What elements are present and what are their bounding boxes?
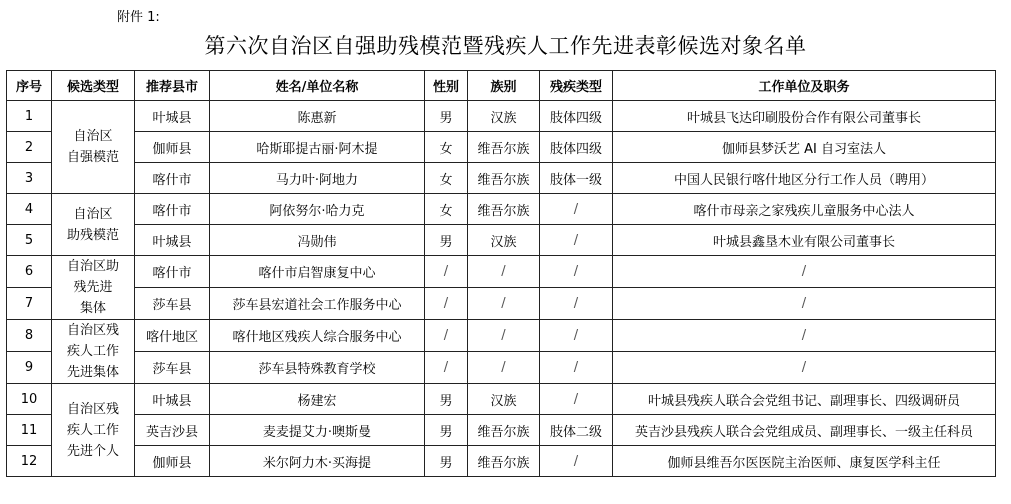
- row-county: 喀什地区: [135, 320, 210, 352]
- row-county: 叶城县: [135, 225, 210, 256]
- row-name: 喀什地区残疾人综合服务中心: [210, 320, 425, 352]
- group-type: 自治区 助残模范: [52, 194, 135, 256]
- row-no: 8: [7, 320, 52, 352]
- row-name: 杨建宏: [210, 384, 425, 415]
- row-county: 伽师县: [135, 132, 210, 163]
- row-gender: 女: [425, 163, 468, 194]
- row-county: 喀什市: [135, 163, 210, 194]
- row-county: 叶城县: [135, 384, 210, 415]
- row-ethnicity: 维吾尔族: [468, 132, 540, 163]
- row-no: 12: [7, 446, 52, 477]
- group-type: 自治区助 残先进 集体: [52, 256, 135, 320]
- attachment-label: 附件 1:: [117, 10, 160, 25]
- table-row: [7, 384, 996, 415]
- row-name: 冯勋伟: [210, 225, 425, 256]
- header-position: 工作单位及职务: [613, 71, 996, 101]
- row-disability: 肢体二级: [540, 415, 613, 446]
- table-row: [7, 101, 996, 132]
- row-ethnicity: 汉族: [468, 101, 540, 132]
- row-name: 阿依努尔·哈力克: [210, 194, 425, 225]
- row-no: 7: [7, 288, 52, 320]
- row-name: 陈惠新: [210, 101, 425, 132]
- row-no: 4: [7, 194, 52, 225]
- row-ethnicity: /: [468, 352, 540, 384]
- row-ethnicity: /: [468, 256, 540, 288]
- header-no: 序号: [7, 71, 52, 101]
- table-row: [7, 415, 996, 446]
- row-position: 伽师县梦沃艺 AI 自习室法人: [613, 132, 996, 163]
- row-no: 10: [7, 384, 52, 415]
- row-ethnicity: 维吾尔族: [468, 446, 540, 477]
- row-ethnicity: 汉族: [468, 384, 540, 415]
- row-name: 莎车县特殊教育学校: [210, 352, 425, 384]
- row-no: 3: [7, 163, 52, 194]
- row-ethnicity: /: [468, 288, 540, 320]
- row-position: /: [613, 256, 996, 288]
- row-position: 叶城县鑫垦木业有限公司董事长: [613, 225, 996, 256]
- row-disability: /: [540, 225, 613, 256]
- row-gender: 男: [425, 225, 468, 256]
- row-ethnicity: 汉族: [468, 225, 540, 256]
- row-disability: /: [540, 446, 613, 477]
- row-gender: 男: [425, 384, 468, 415]
- row-disability: /: [540, 194, 613, 225]
- row-disability: 肢体四级: [540, 132, 613, 163]
- row-gender: /: [425, 320, 468, 352]
- header-disability: 残疾类型: [540, 71, 613, 101]
- table-row: [7, 194, 996, 225]
- row-no: 11: [7, 415, 52, 446]
- row-ethnicity: 维吾尔族: [468, 194, 540, 225]
- row-name: 莎车县宏道社会工作服务中心: [210, 288, 425, 320]
- row-county: 喀什市: [135, 194, 210, 225]
- row-county: 伽师县: [135, 446, 210, 477]
- group-type: 自治区残 疾人工作 先进集体: [52, 320, 135, 384]
- row-disability: /: [540, 320, 613, 352]
- row-name: 喀什市启智康复中心: [210, 256, 425, 288]
- header-name: 姓名/单位名称: [210, 71, 425, 101]
- row-disability: 肢体一级: [540, 163, 613, 194]
- row-no: 1: [7, 101, 52, 132]
- header-gender: 性别: [425, 71, 468, 101]
- row-position: /: [613, 288, 996, 320]
- row-no: 2: [7, 132, 52, 163]
- row-county: 莎车县: [135, 288, 210, 320]
- row-gender: 男: [425, 415, 468, 446]
- row-county: 喀什市: [135, 256, 210, 288]
- row-county: 英吉沙县: [135, 415, 210, 446]
- row-ethnicity: 维吾尔族: [468, 415, 540, 446]
- row-position: 叶城县飞达印刷股份合作有限公司董事长: [613, 101, 996, 132]
- row-ethnicity: 维吾尔族: [468, 163, 540, 194]
- row-position: /: [613, 320, 996, 352]
- row-gender: /: [425, 352, 468, 384]
- table-row: [7, 446, 996, 477]
- row-gender: 女: [425, 132, 468, 163]
- header-type: 候选类型: [52, 71, 135, 101]
- document-title: 第六次自治区自强助残模范暨残疾人工作先进表彰候选对象名单: [204, 34, 807, 58]
- row-gender: /: [425, 256, 468, 288]
- row-position: /: [613, 352, 996, 384]
- row-no: 6: [7, 256, 52, 288]
- row-position: 中国人民银行喀什地区分行工作人员（聘用）: [613, 163, 996, 194]
- row-position: 英吉沙县残疾人联合会党组成员、副理事长、一级主任科员: [613, 415, 996, 446]
- table-row: [7, 256, 996, 288]
- row-position: 叶城县残疾人联合会党组书记、副理事长、四级调研员: [613, 384, 996, 415]
- table-row: [7, 163, 996, 194]
- row-disability: /: [540, 288, 613, 320]
- row-county: 叶城县: [135, 101, 210, 132]
- table-row: [7, 352, 996, 384]
- row-name: 米尔阿力木·买海提: [210, 446, 425, 477]
- row-gender: /: [425, 288, 468, 320]
- row-disability: /: [540, 256, 613, 288]
- row-gender: 男: [425, 101, 468, 132]
- row-ethnicity: /: [468, 320, 540, 352]
- row-disability: /: [540, 352, 613, 384]
- row-disability: /: [540, 384, 613, 415]
- table-row: [7, 320, 996, 352]
- group-type: 自治区 自强模范: [52, 101, 135, 194]
- row-name: 哈斯耶提古丽·阿木提: [210, 132, 425, 163]
- row-name: 马力叶·阿地力: [210, 163, 425, 194]
- table-row: [7, 288, 996, 320]
- candidate-table: [6, 70, 996, 477]
- row-disability: 肢体四级: [540, 101, 613, 132]
- row-no: 9: [7, 352, 52, 384]
- table-header-row: [7, 71, 996, 101]
- group-type: 自治区残 疾人工作 先进个人: [52, 384, 135, 477]
- table-row: [7, 132, 996, 163]
- table-row: [7, 225, 996, 256]
- row-county: 莎车县: [135, 352, 210, 384]
- header-county: 推荐县市: [135, 71, 210, 101]
- row-gender: 女: [425, 194, 468, 225]
- row-no: 5: [7, 225, 52, 256]
- row-position: 喀什市母亲之家残疾儿童服务中心法人: [613, 194, 996, 225]
- row-position: 伽师县维吾尔医医院主治医师、康复医学科主任: [613, 446, 996, 477]
- header-ethnicity: 族别: [468, 71, 540, 101]
- row-gender: 男: [425, 446, 468, 477]
- row-name: 麦麦提艾力·噢斯曼: [210, 415, 425, 446]
